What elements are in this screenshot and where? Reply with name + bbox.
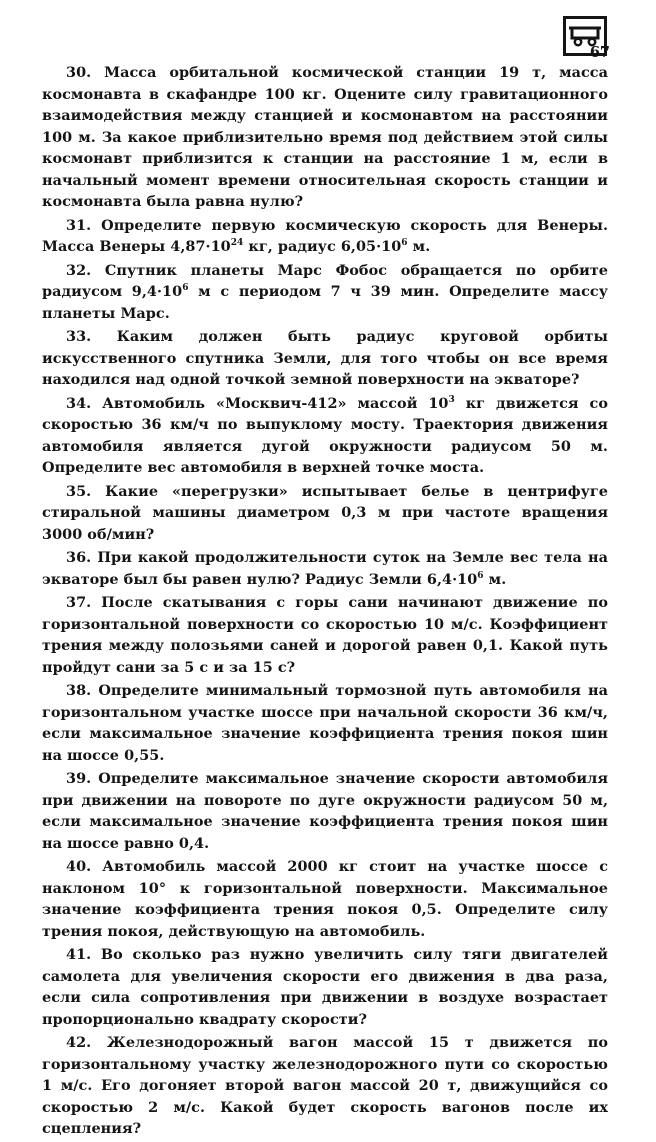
problem-text: кг, радиус 6,05·10 (243, 238, 402, 255)
problem-number: 30. (66, 64, 92, 81)
problem-text: кг движется со скоростью 36 км/ч по выпуклому мосту. Траектория движения автомобиля является дугой окружности радиусом 50 м. Определите вес автомобиля в верхней точке моста. (42, 394, 608, 476)
problem-32 (42, 260, 608, 325)
problem-number: 34. (66, 394, 92, 412)
problem-40 (42, 856, 608, 942)
problem-42 (42, 1032, 608, 1140)
problem-39 (42, 768, 608, 854)
problem-text: м. (407, 238, 431, 255)
problem-text: Каким должен быть радиус круговой орбиты искусственного спутника Земли, для того чтобы он все время находился над одной точкой земной поверхности на экваторе? (42, 328, 608, 388)
problem-text: Определите максимальное значение скорости автомобиля при движении на повороте по дуге окружности радиусом 50 м, если максимальное значение коэффициента трения покоя шин на шоссе равно 0,4. (42, 770, 609, 852)
problem-36 (42, 547, 608, 590)
problem-number: 33. (66, 328, 92, 345)
problem-text: Автомобиль «Москвич-412» массой 10 (102, 394, 449, 412)
problem-35 (42, 481, 608, 546)
exponent: 3 (448, 394, 455, 405)
problem-text: Автомобиль массой 2000 кг стоит на участке шоссе с наклоном 10° к горизонтальной поверхности. Максимальное значение коэффициента трения покоя 0,5. Определите силу трения покоя, действующую на автомобиль. (42, 858, 609, 940)
problem-33 (42, 326, 608, 391)
problem-text: м с периодом 7 ч 39 мин. Определите массу планеты Марс. (42, 283, 608, 322)
problem-text: Определите минимальный тормозной путь автомобиля на горизонтальном участке шоссе при начальной скорости 36 км/ч, если максимальное значение коэффициента трения покоя шин на шоссе 0,55. (42, 682, 609, 764)
problem-text: Спутник планеты Марс Фобос обращается по орбите радиусом 9,4·10 (42, 261, 609, 300)
problem-37 (42, 592, 608, 678)
problem-number: 37. (66, 594, 92, 611)
problem-list (42, 62, 608, 1142)
exponent: 6 (401, 238, 408, 249)
problem-number: 41. (66, 946, 92, 963)
problem-41 (42, 944, 608, 1030)
problem-text: Железнодорожный вагон массой 15 т движется по горизонтальному участку железнодорожного пути со скоростью 1 м/с. Его догоняет второй вагон массой 20 т, движущийся со скоростью 2 м/с. Какой будет скорость вагонов после их сцепления? (42, 1034, 608, 1137)
page-number: 67 (589, 44, 610, 61)
problem-number: 32. (66, 261, 92, 279)
problem-text: м. (483, 570, 507, 588)
problem-text: Масса орбитальной космической станции 19 т, масса космонавта в скафандре 100 кг. Оцените силу гравитационного взаимодействия между станцией и космонавтом на расстоянии 100 м. За какое приблизительно время под действием этой силы космонавт приблизится к станции на расстояние 1 м, если в начальный момент времени относительная скорость станции и космонавта была равна нулю? (42, 64, 608, 210)
exponent: 6 (182, 283, 189, 294)
problem-38 (42, 680, 608, 766)
problem-30 (42, 62, 608, 213)
problem-text: После скатывания с горы сани начинают движение по горизонтальной поверхности со скоростью 10 м/с. Коэффициент трения между полозьями саней и дорогой равен 0,1. Какой путь пройдут сани за 5 с и за 15 с? (42, 594, 608, 676)
problem-number: 31. (66, 216, 92, 234)
problem-text: Какие «перегрузки» испытывает белье в центрифуге стиральной машины диаметром 0,3 м при частоте вращения 3000 об/мин? (42, 482, 608, 543)
problem-number: 38. (66, 682, 92, 699)
problem-number: 35. (66, 482, 92, 500)
problem-number: 39. (66, 770, 92, 787)
problem-34 (42, 393, 608, 479)
exponent: 24 (230, 238, 244, 249)
problem-text: При какой продолжительности суток на Земле вес тела на экваторе был бы равен нулю? Радиус Земли 6,4·10 (42, 549, 608, 588)
problem-text: Определите первую космическую скорость для Венеры. Масса Венеры 4,87·10 (42, 216, 609, 255)
problem-number: 42. (66, 1034, 92, 1051)
problem-number: 40. (66, 858, 92, 875)
problem-31 (42, 215, 608, 258)
problem-number: 36. (66, 549, 92, 566)
problem-text: Во сколько раз нужно увеличить силу тяги двигателей самолета для увеличения скорости его движения в два раза, если сила сопротивления при движении в воздухе возрастает пропорционально квадрату скорости? (42, 946, 608, 1028)
exponent: 6 (477, 570, 484, 581)
